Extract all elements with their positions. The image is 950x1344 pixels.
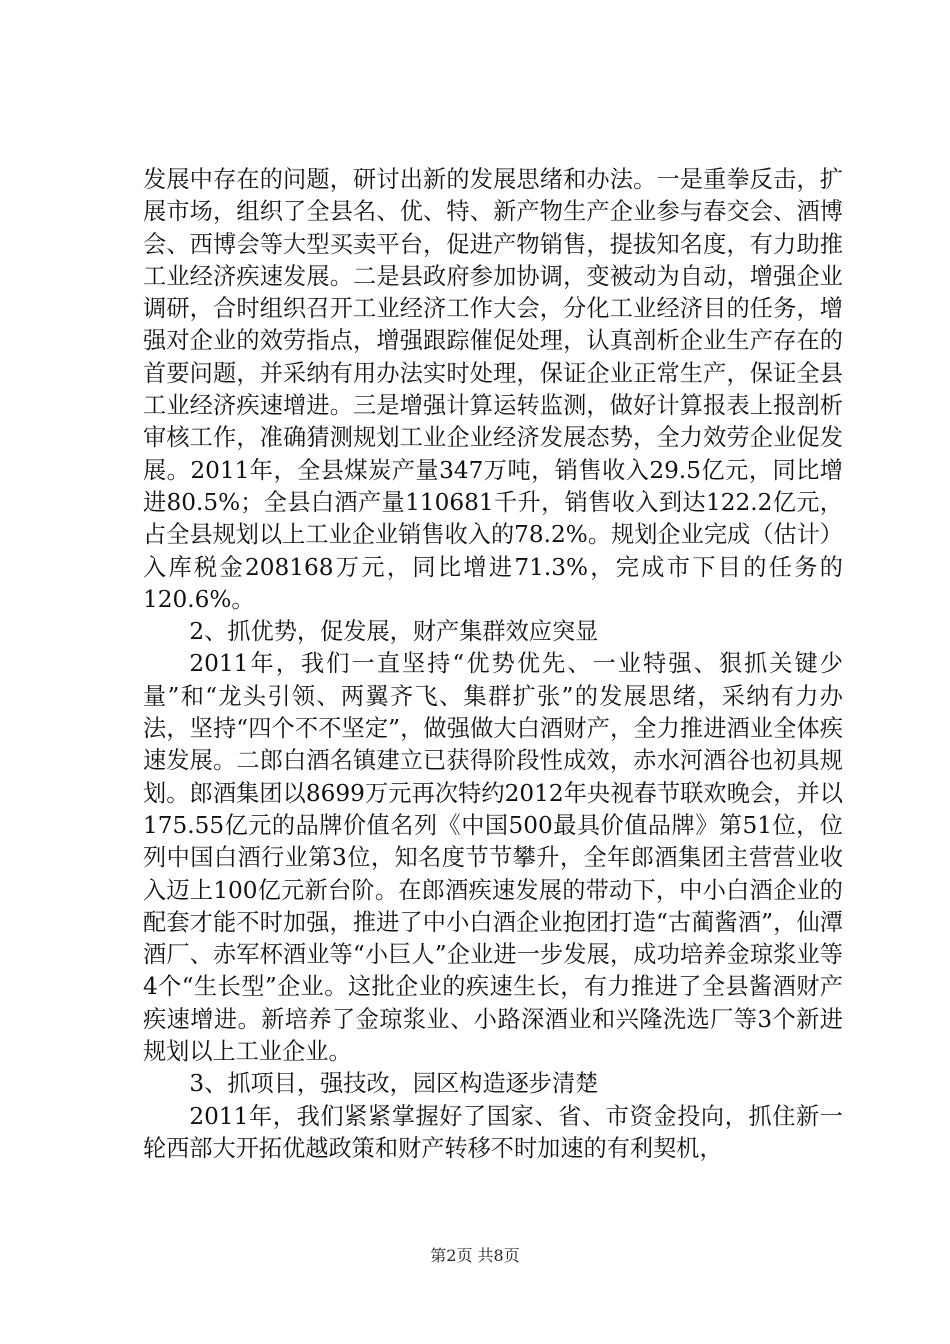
paragraph-liquor-industry: 2011年，我们一直坚持“优势优先、一业特强、狠抓关键少量”和“龙头引领、两翼齐飞、集群扩张”的发展思绪，采纳有力办法，坚持“四个不不坚定”，做强做大白酒财产，全力推进酒业全体疾速发展。二郎白酒名镇建立已获得阶段性成效，赤水河酒谷也初具规划。郎酒集团以8699万元再次特约2012年央视春节联欢晚会，并以175.55亿元的品牌价值名列《中国500最具价值品牌》第51位，位列中国白酒行业第3位，知名度节节攀升，全年郎酒集团主营营业收入迈上100亿元新台阶。在郎酒疾速发展的带动下，中小白酒企业的配套才能不时加强，推进了中小白酒企业抱团打造“古蔺酱酒”，仙潭酒厂、赤军杯酒业等“小巨人”企业进一步发展，成功培养金琼浆业等4个“生长型”企业。这批企业的疾速生长，有力推进了全县酱酒财产疾速增进。新培养了金琼浆业、小路深酒业和兴隆洗选厂等3个新进规划以上工业企业。 <box>143 650 843 1066</box>
page-number-footer: 第2页 共8页 <box>430 1246 520 1265</box>
section-heading-2: 2、抓优势，促发展，财产集群效应突显 <box>189 618 599 646</box>
document-body <box>143 164 843 1165</box>
paragraph-industrial-economy: 发展中存在的问题，研讨出新的发展思绪和办法。一是重拳反击，扩展市场，组织了全县名、优、特、新产物生产企业参与春交会、酒博会、西博会等大型买卖平台，促进产物销售，提拔知名度，有力助推工业经济疾速发展。二是县政府参加协调，变被动为自动，增强企业调研，合时组织召开工业经济工作大会，分化工业经济目的任务，增强对企业的效劳指点，增强跟踪催促处理，认真剖析企业生产存在的首要问题，并采纳有用办法实时处理，保证企业正常生产，保证全县工业经济疾速增进。三是增强计算运转监测，做好计算报表上报剖析审核工作，准确猜测规划工业企业经济发展态势，全力效劳企业促发展。2011年，全县煤炭产量347万吨，销售收入29.5亿元，同比增进80.5%；全县白酒产量110681千升，销售收入到达122.2亿元，占全县规划以上工业企业销售收入的78.2%。规划企业完成（估计）入库税金208168万元，同比增进71.3%，完成市下目的任务的120.6%。 <box>143 166 843 613</box>
paragraph-projects: 2011年，我们紧紧掌握好了国家、省、市资金投向，抓住新一轮西部大开拓优越政策和财产转移不时加速的有利契机， <box>143 1102 843 1162</box>
section-heading-3: 3、抓项目，强技改，园区构造逐步清楚 <box>189 1070 599 1098</box>
